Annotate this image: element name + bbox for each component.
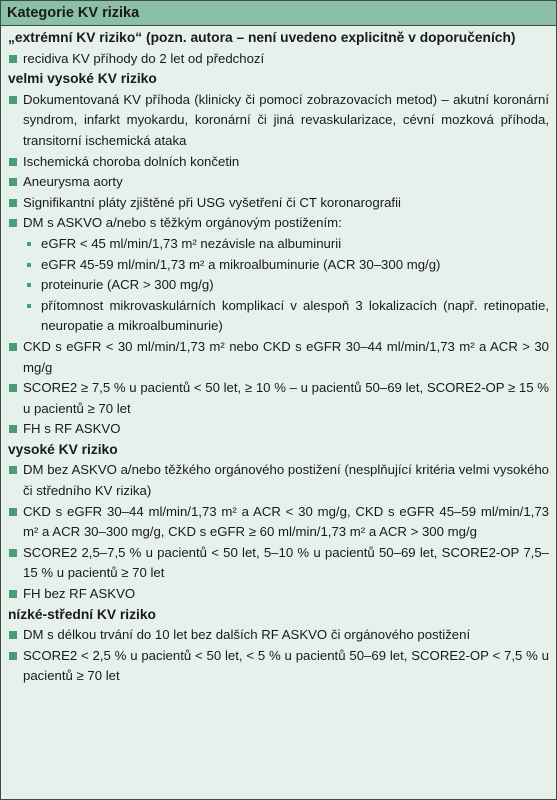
list-item (8, 460, 549, 501)
square-bullet-icon (9, 590, 17, 598)
sub-item-text: přítomnost mikrovaskulárních komplikací v alespoň 3 lokalizacích (např. retinopatie, neuropatie a mikroalbuminurie) (41, 297, 549, 334)
list-item (8, 625, 549, 646)
list-item (8, 584, 549, 605)
square-bullet-icon (9, 652, 17, 660)
risk-section (8, 28, 549, 69)
list-item (8, 90, 549, 152)
sub-item-text: eGFR 45-59 ml/min/1,73 m² a mikroalbuminurie (ACR 30–300 mg/g) (41, 256, 441, 272)
section-title: velmi vysoké KV riziko (8, 71, 157, 87)
sub-item-text: eGFR < 45 ml/min/1,73 m² nezávisle na albuminurii (41, 235, 342, 251)
item-text: CKD s eGFR < 30 ml/min/1,73 m² nebo CKD s eGFR 30–44 ml/min/1,73 m² a ACR > 30 mg/g (23, 338, 549, 375)
sub-list-item (8, 234, 549, 255)
small-square-bullet-icon (27, 304, 31, 308)
item-text: DM s ASKVO a/nebo s těžkým orgánovým postižením: (23, 215, 342, 231)
list-item (8, 646, 549, 687)
item-text: FH bez RF ASKVO (23, 586, 136, 602)
sub-list-item (8, 275, 549, 296)
square-bullet-icon (9, 158, 17, 166)
square-bullet-icon (9, 343, 17, 351)
table-body (1, 26, 556, 687)
risk-section (8, 69, 549, 440)
item-text: SCORE2 < 2,5 % u pacientů < 50 let, < 5 % u pacientů 50–69 let, SCORE2-OP < 7,5 % u pacientů ≥ 70 let (23, 647, 549, 684)
item-text: Dokumentovaná KV příhoda (klinicky či pomocí zobrazovacích metod) – akutní koronární syndrom, infarkt myokardu, koronární či jiná revaskularizace, cévní mozková příhoda, transitorní ischemická ataka (23, 91, 549, 148)
list-item (8, 213, 549, 234)
list-item (8, 502, 549, 543)
risk-section (8, 440, 549, 605)
item-text: SCORE2 2,5–7,5 % u pacientů < 50 let, 5–10 % u pacientů 50–69 let, SCORE2-OP 7,5–15 % u pacientů ≥ 70 let (23, 544, 549, 581)
item-text: DM bez ASKVO a/nebo těžkého orgánového postižení (nesplňující kritéria velmi vysokého či středního KV rizika) (23, 462, 549, 499)
section-title: vysoké KV riziko (8, 441, 118, 457)
sub-list-item (8, 296, 549, 337)
item-text: DM s délkou trvání do 10 let bez dalších RF ASKVO či orgánového postižení (23, 627, 471, 643)
list-item (8, 419, 549, 440)
list-item (8, 337, 549, 378)
square-bullet-icon (9, 549, 17, 557)
item-text: Signifikantní pláty zjištěné při USG vyšetření či CT koronarografii (23, 194, 401, 210)
small-square-bullet-icon (27, 242, 31, 246)
item-text: Ischemická choroba dolních končetin (23, 153, 240, 169)
list-item (8, 172, 549, 193)
item-text: FH s RF ASKVO (23, 421, 121, 437)
square-bullet-icon (9, 55, 17, 63)
sub-item-text: proteinurie (ACR > 300 mg/g) (41, 277, 214, 293)
list-item (8, 49, 549, 70)
square-bullet-icon (9, 384, 17, 392)
small-square-bullet-icon (27, 263, 31, 267)
list-item (8, 193, 549, 214)
table-header (1, 1, 556, 26)
section-title: nízké-střední KV riziko (8, 606, 156, 622)
list-item (8, 378, 549, 419)
square-bullet-icon (9, 96, 17, 104)
square-bullet-icon (9, 219, 17, 227)
item-text: recidiva KV příhody do 2 let od předchozí (23, 50, 265, 66)
square-bullet-icon (9, 178, 17, 186)
square-bullet-icon (9, 199, 17, 207)
item-text: SCORE2 ≥ 7,5 % u pacientů < 50 let, ≥ 10 % – u pacientů 50–69 let, SCORE2-OP ≥ 15 % u pacientů ≥ 70 let (23, 380, 549, 416)
list-item (8, 543, 549, 584)
list-item (8, 152, 549, 173)
item-text: CKD s eGFR 30–44 ml/min/1,73 m² a ACR < 30 mg/g, CKD s eGFR 45–59 ml/min/1,73 m² a ACR 30–300 mg/g, CKD s eGFR ≥ 60 ml/min/1,73 m² a ACR > 300 mg/g (23, 503, 549, 540)
square-bullet-icon (9, 508, 17, 516)
sub-list-item (8, 255, 549, 276)
square-bullet-icon (9, 466, 17, 474)
table-title: Kategorie KV rizika (7, 5, 140, 21)
square-bullet-icon (9, 631, 17, 639)
risk-section (8, 605, 549, 687)
section-title: „extrémní KV riziko“ (pozn. autora – není uvedeno explicitně v doporučeních) (8, 30, 516, 45)
small-square-bullet-icon (27, 283, 31, 287)
item-text: Aneurysma aorty (23, 174, 123, 190)
square-bullet-icon (9, 425, 17, 433)
